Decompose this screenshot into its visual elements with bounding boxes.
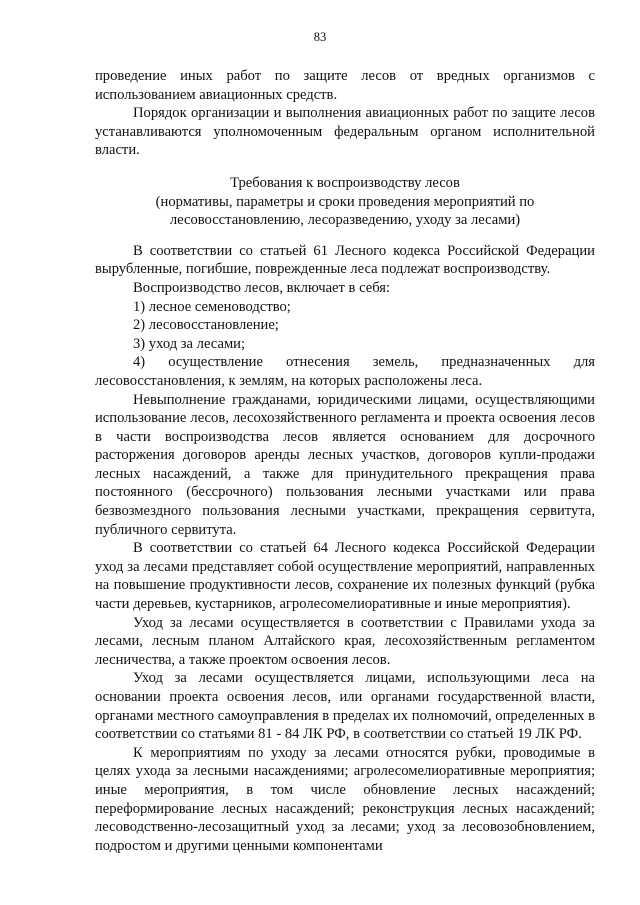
paragraph: В соответствии со статьей 64 Лесного кодекса Российской Федерации уход за лесами представляет собой осуществление мероприятий, направленных на повышение продуктивности лесов, сохранение их полезных функций (рубка части деревьев, кустарников, агролесомелиоративные и иные мероприятия). xyxy=(95,540,595,613)
paragraph: Уход за лесами осуществляется в соответствии с Правилами ухода за лесами, лесным планом Алтайского края, лесохозяйственным регламентом лесничества, а также проектом освоения лесов. xyxy=(95,614,595,668)
paragraph: В соответствии со статьей 61 Лесного кодекса Российской Федерации вырубленные, погибшие, поврежденные леса подлежат воспроизводству. xyxy=(95,242,595,278)
paragraph: проведение иных работ по защите лесов от вредных организмов с использованием авиационных средств. xyxy=(95,68,595,103)
document-body xyxy=(95,67,595,855)
section-subtitle-line: (нормативы, параметры и сроки проведения мероприятий по xyxy=(155,193,535,210)
paragraph: К мероприятиям по уходу за лесами относятся рубки, проводимые в целях ухода за лесными насаждениями; агролесомелиоративные мероприятия; иные мероприятия, в том числе обновление лесных насаждений; переформирование лесных насаждений; реконструкция лесных насаждений; лесоводственно-лесозащитный уход за лесами; уход за лесовозобновлением, подростом и другими ценными компонентами xyxy=(95,744,595,854)
section-heading xyxy=(95,174,595,230)
paragraph: Уход за лесами осуществляется лицами, использующими леса на основании проекта освоения лесов, или органами государственной власти, органами местного самоуправления в пределах их полномочий, определенных в соответствии со статьями 81 - 84 ЛК РФ, в соответствии со статьей 19 ЛК РФ. xyxy=(95,670,595,743)
paragraph: Порядок организации и выполнения авиационных работ по защите лесов устанавливаются уполномоченным федеральным органом исполнительной власти. xyxy=(95,105,595,159)
list-item: 3) уход за лесами; xyxy=(133,335,246,352)
list-item: 4) осуществление отнесения земель, предназначенных для лесовосстановления, к землям, на которых расположены леса. xyxy=(95,354,595,389)
list-item: 2) лесовосстановление; xyxy=(133,317,279,334)
list-item: 1) лесное семеноводство; xyxy=(133,298,291,315)
paragraph: Воспроизводство лесов, включает в себя: xyxy=(133,279,391,296)
section-subtitle-line: лесовосстановлению, лесоразведению, уходу за лесами) xyxy=(169,212,521,229)
page-number: 83 xyxy=(313,30,327,44)
section-title: Требования к воспроизводству лесов xyxy=(230,174,460,191)
paragraph: Невыполнение гражданами, юридическими лицами, осуществляющими использование лесов, лесохозяйственного регламента и проекта освоения лесов в части воспроизводства лесов является основанием для досрочного расторжения договоров аренды лесных участков, договоров купли-продажи лесных насаждений, а также для принудительного прекращения права постоянного (бессрочного) пользования лесными участками или права безвозмездного пользования лесными участками, прекращения сервитута, публичного сервитута. xyxy=(95,391,595,538)
